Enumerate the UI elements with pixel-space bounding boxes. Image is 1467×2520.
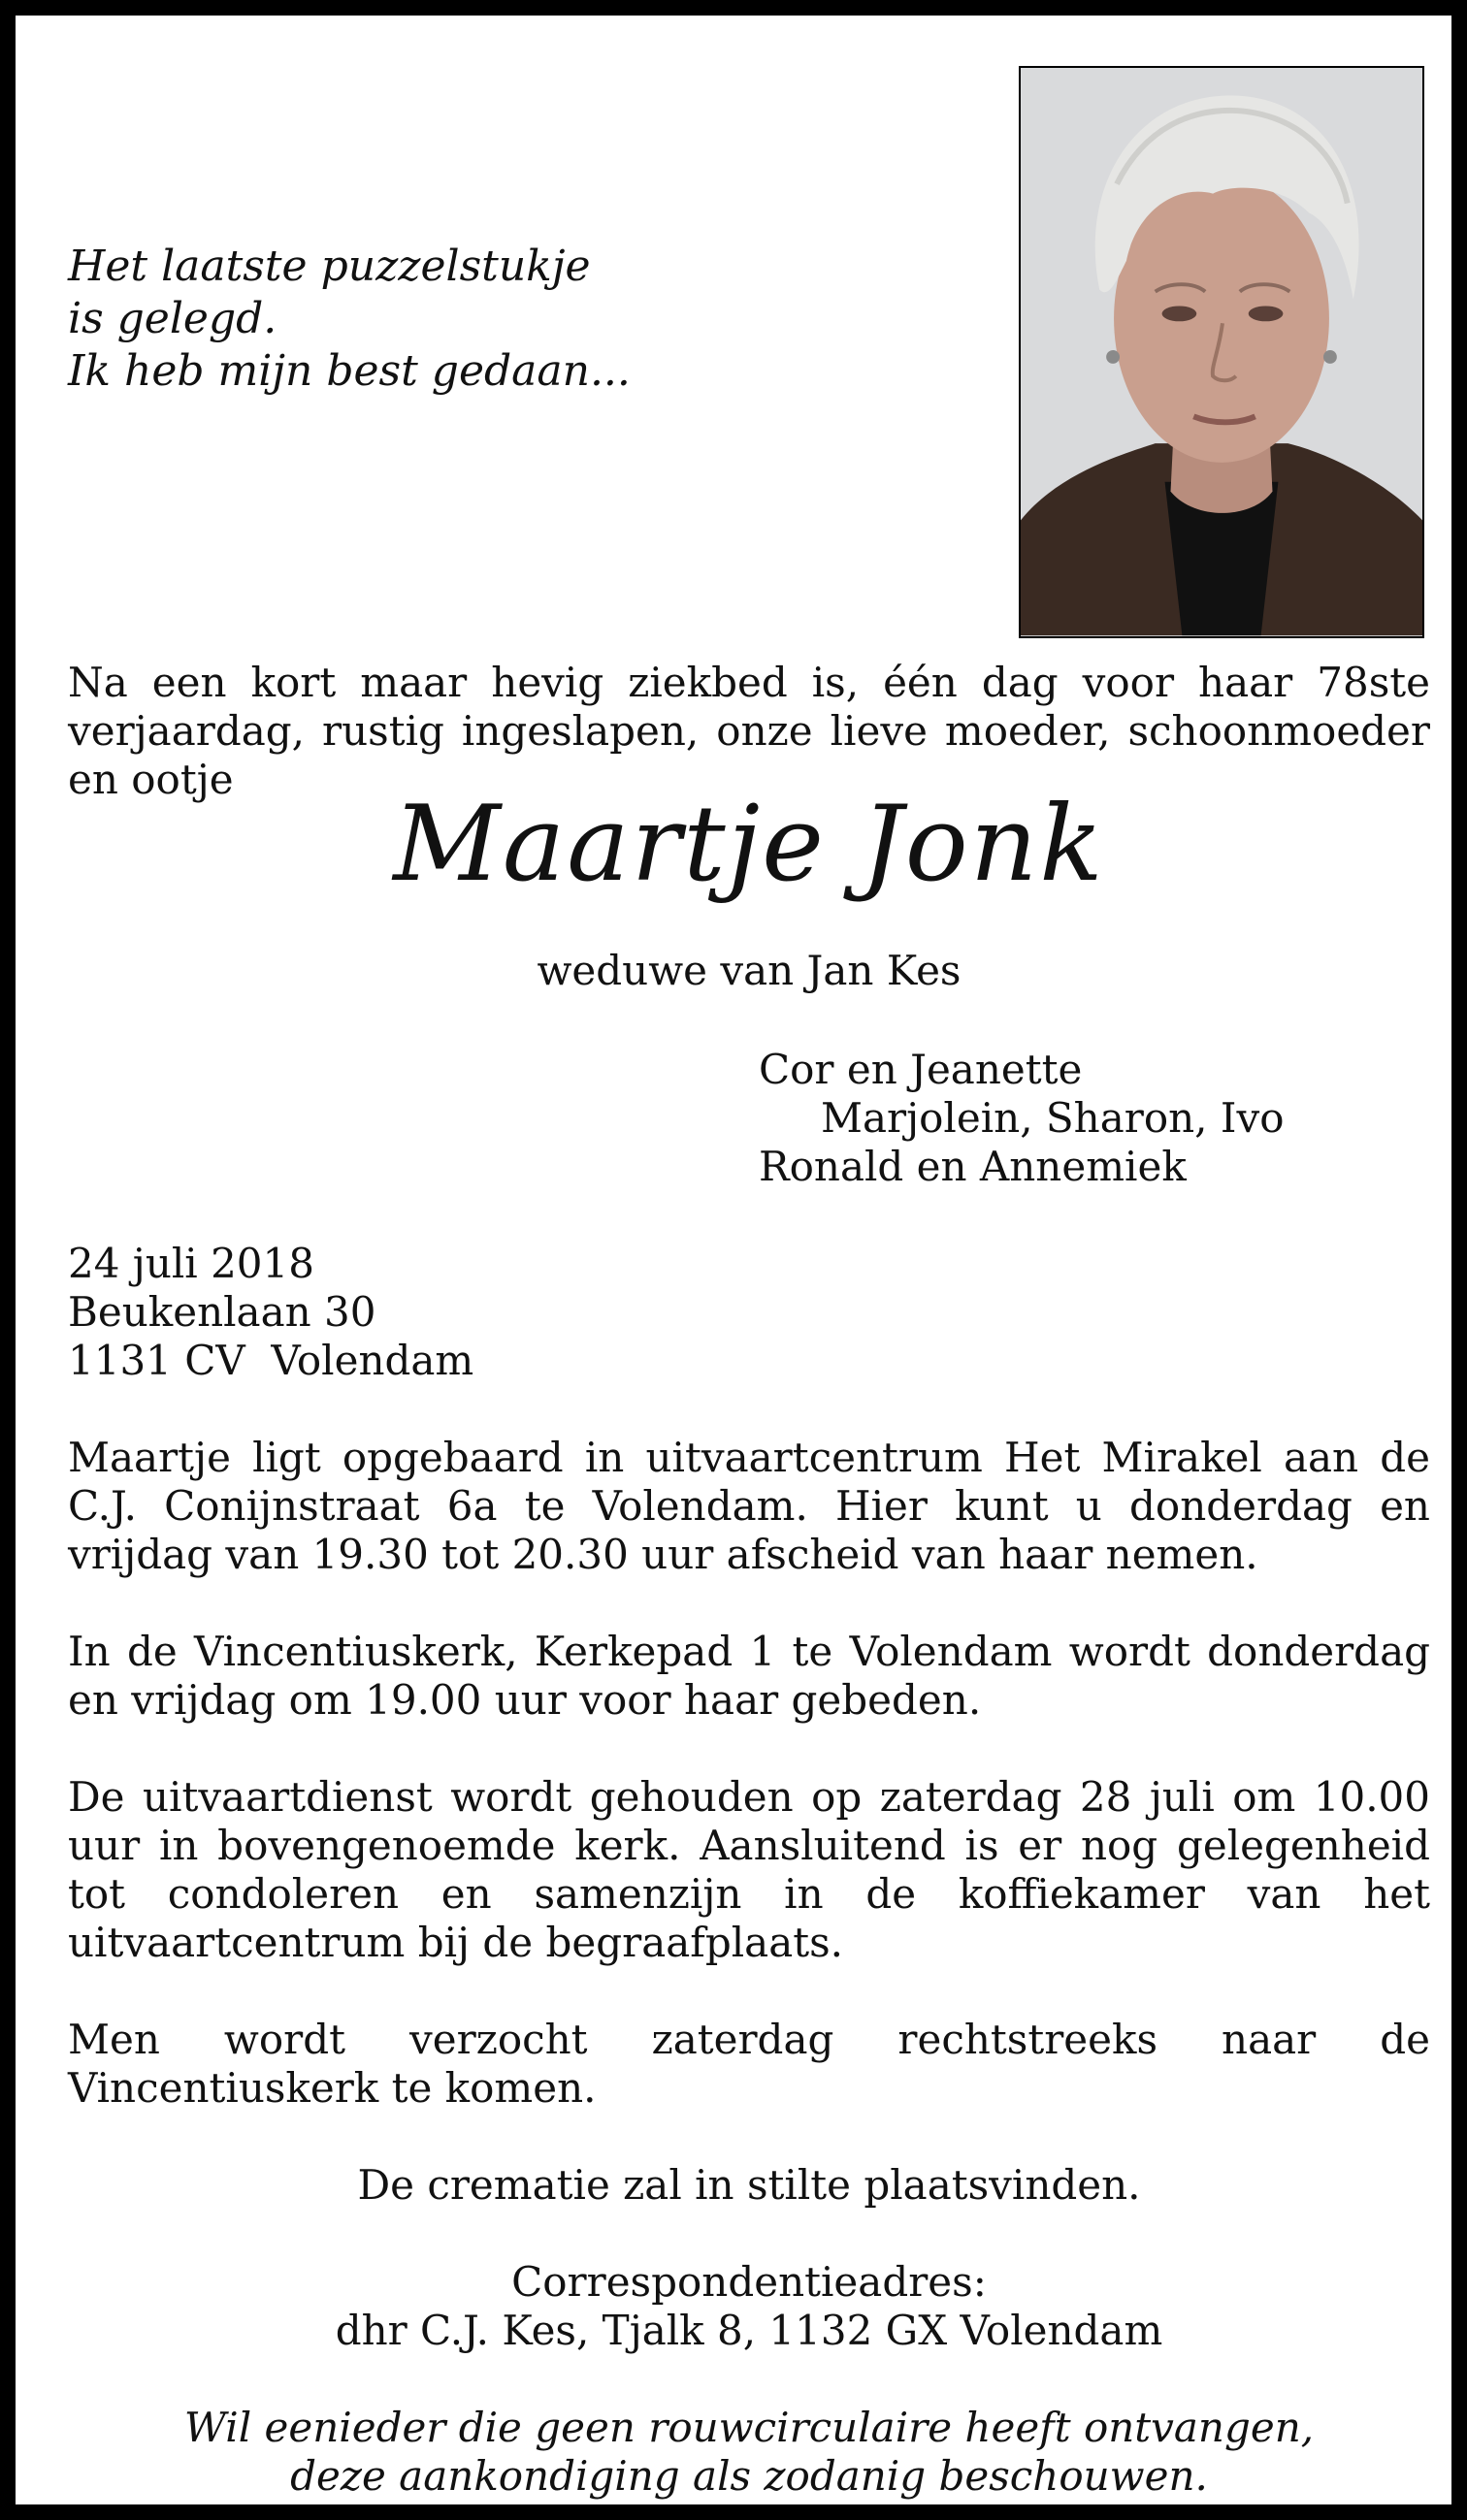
family-line: Ronald en Annemiek bbox=[759, 1143, 1187, 1190]
family-list bbox=[759, 1046, 1284, 1191]
correspondence bbox=[16, 2258, 1467, 2355]
cremation-note: De crematie zal in stilte plaatsvinden. bbox=[357, 2161, 1141, 2209]
closing-line: deze aankondiging als zodanig beschouwen. bbox=[290, 2452, 1208, 2500]
closing-line: Wil eenieder die geen rouwcirculaire heeft ontvangen, bbox=[183, 2404, 1315, 2451]
deceased-name: Maartje Jonk bbox=[393, 784, 1105, 905]
funeral-paragraph: De uitvaartdienst wordt gehouden op zaterdag 28 juli om 10.00 uur in bovengenoemde kerk. Aansluitend is er nog gelegenheid tot condoleren en samenzijn in de koffiekamer van het uitvaartcentrum bij de begraafplaats. bbox=[68, 1773, 1430, 1966]
correspondence-label: Correspondentieadres: bbox=[511, 2258, 987, 2306]
motto-line: Ik heb mijn best gedaan... bbox=[68, 346, 631, 396]
city: 1131 CV Volendam bbox=[68, 1337, 474, 1384]
request-paragraph: Men wordt verzocht zaterdag rechtstreeks naar de Vincentiuskerk te komen. bbox=[68, 2016, 1430, 2112]
viewing-paragraph: Maartje ligt opgebaard in uitvaartcentrum Het Mirakel aan de C.J. Conijnstraat 6a te Volendam. Hier kunt u donderdag en vrijdag van 19.30 tot 20.30 uur afscheid van haar nemen. bbox=[68, 1434, 1430, 1578]
widow-line: weduwe van Jan Kes bbox=[537, 947, 962, 994]
family-line: Cor en Jeanette bbox=[759, 1046, 1083, 1093]
street: Beukenlaan 30 bbox=[68, 1288, 376, 1336]
portrait-illustration bbox=[1021, 68, 1422, 636]
family-line-grandchildren: Marjolein, Sharon, Ivo bbox=[821, 1094, 1285, 1142]
motto-line: Het laatste puzzelstukje bbox=[68, 242, 591, 291]
motto bbox=[68, 241, 941, 398]
portrait-photo bbox=[1019, 66, 1424, 638]
date: 24 juli 2018 bbox=[68, 1240, 314, 1287]
motto-line: is gelegd. bbox=[68, 294, 277, 343]
closing-note bbox=[16, 2404, 1467, 2501]
intro-paragraph: Na een kort maar hevig ziekbed is, één dag voor haar 78ste verjaardag, rustig ingeslapen, onze lieve moeder, schoonmoeder en ootje bbox=[68, 659, 1430, 803]
date-address bbox=[68, 1240, 473, 1385]
correspondence-address: dhr C.J. Kes, Tjalk 8, 1132 GX Volendam bbox=[335, 2307, 1163, 2354]
prayer-paragraph: In de Vincentiuskerk, Kerkepad 1 te Volendam wordt donderdag en vrijdag om 19.00 uur voor haar gebeden. bbox=[68, 1628, 1430, 1724]
